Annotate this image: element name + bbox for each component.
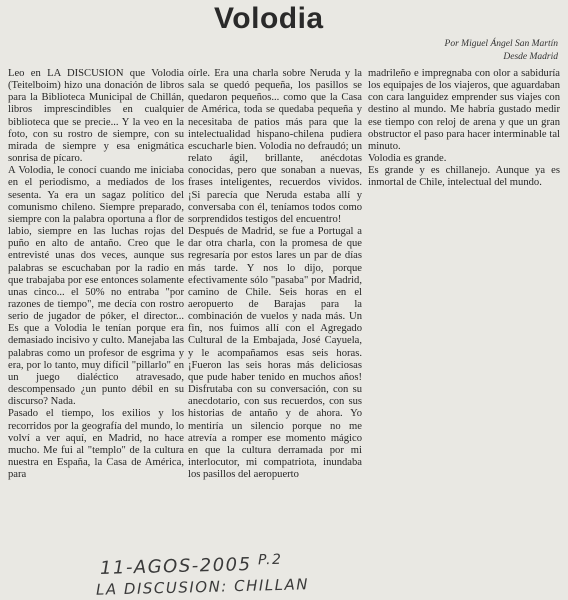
article-column-3 [368, 68, 560, 190]
author-name: Por Miguel Ángel San Martín [444, 39, 558, 49]
paragraph: Leo en LA DISCUSION que Volodia (Teitelboim) hizo una donación de libros para la Biblioteca Municipal de Chillán, libros imprescindibles en cualquier biblioteca que se precie... Y la veo en la foto, con su rostro de siempre, con su mirada de siempre y esa enigmática sonrisa de pícaro. [8, 68, 184, 165]
article-title: Volodia [214, 2, 324, 35]
paragraph: madrileño e impregnaba con olor a sabiduría los equipajes de los viajeros, que aguardaban con cara languidez emprender sus viajes con destino al mundo. Me habría gustado medir ese tiempo con reloj de arena y que un gran obstructor el paso para hacer interminable tal minuto. [368, 68, 560, 152]
article-column-1 [8, 68, 184, 481]
dateline-location: Desde Madrid [503, 52, 558, 62]
byline [445, 38, 558, 64]
paragraph: Volodia es grande. [368, 153, 447, 165]
paragraph: oírle. Era una charla sobre Neruda y la sala se quedó pequeña, los pasillos se quedaron pequeños... como que la Casa de América, toda se quedaba pequeña y necesitaba de patios más para que la intelectualidad hispano-chilena pudiera escucharle bien. Volodia no defraudó; un relato ágil, brillante, anécdotas conocidas, pero que sonaban a nuevas, frases inteligentes, recuerdos vividos. ¡Si parecía que Neruda estaba allí y conversaba con él, teníamos todos como sorprendidos testigos del encuentro! [188, 68, 362, 225]
article-column-2 [188, 68, 362, 481]
paragraph: Pasado el tiempo, los exilios y los recorridos por la geografía del mundo, lo volví a ver aquí, en Madrid, no hace mucho. Me fui al "templo" de la cultura nuestra en España, la Casa de América, para [8, 408, 184, 481]
handwritten-page-number: P.2 [257, 551, 283, 569]
paragraph: Es grande y es chillanejo. Aunque ya es inmortal de Chile, intelectual del mundo. [368, 165, 560, 189]
paragraph: A Volodia, le conocí cuando me iniciaba en el periodismo, a mediados de los sesenta. Ya era un sagaz político del comunismo chileno. Siempre preparado, siempre con la palabra oportuna a flor de labio, siempre en las luchas rojas del puño en alto de antaño. Creo que le entrevisté unas dos veces, aunque sus palabras se escuchaban por la radio en que trabajaba por ese entonces solamente unas cinco... el 50% no entraba "por razones de tiempo", me decía con rostro serio de jugador de póker, el director... Es que a Volodia le tenían porque era demasiado incisivo y culto. Manejaba las palabras como un profesor de esgrima y era, por lo tanto, muy difícil "pillarlo" en un juego dialéctico atravesado, descompensado ¿un punto débil en su discurso? Nada. [8, 165, 184, 408]
handwritten-date: 11-AGOS-2005 [99, 554, 252, 579]
paragraph: Después de Madrid, se fue a Portugal a dar otra charla, con la promesa de que regresaría por estos lares un par de días más tarde. Y nos lo dijo, porque efectivamente sólo "pasaba" por Madrid, camino de Chile. Seis horas en el aeropuerto de Barajas para la combinación de vuelos y nada más. Un fin, nos fuimos allí con el Agregado Cultural de la Embajada, José Cayuela, y le acompañamos esas seis horas. ¡Fueron las seis horas más deliciosas que pude haber tenido en muchos años! Disfrutaba con su conversación, con su anecdotario, con sus recuerdos, con sus historias de antaño y de ahora. Yo mentiría un silencio porque no me atrevía a romper ese momento mágico en que la cultura derramada por mi interlocutor, mi compatriota, inundaba los pasillos del aeropuerto [188, 226, 362, 481]
handwritten-source: LA DISCUSION: CHILLAN [95, 575, 310, 599]
